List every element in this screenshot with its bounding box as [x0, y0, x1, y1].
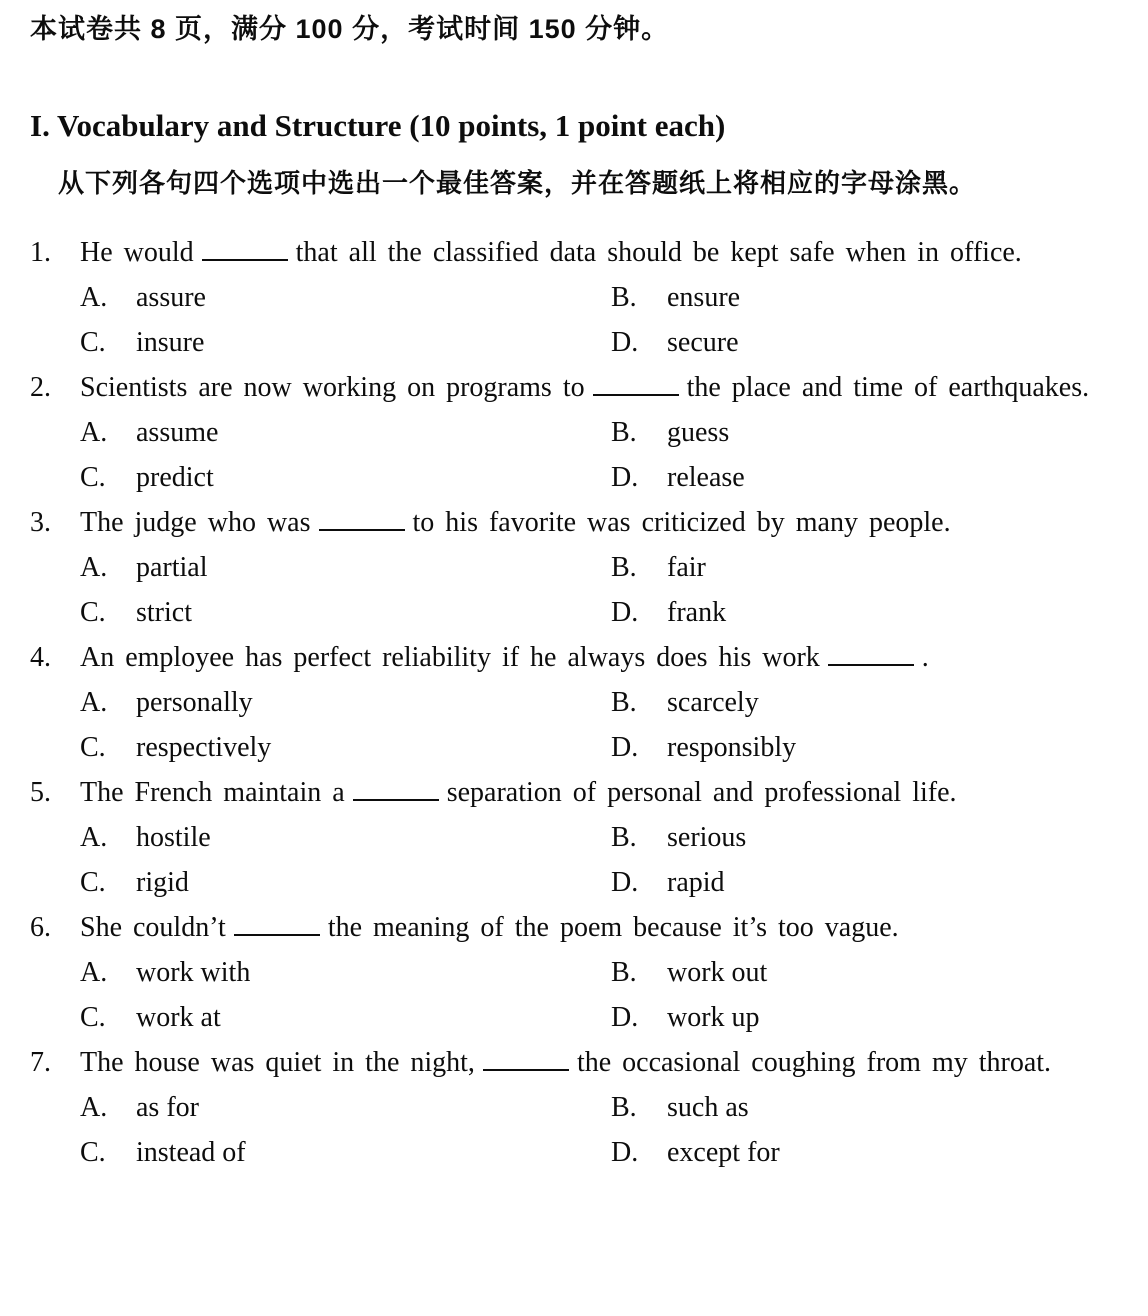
question-text-before: The judge who was — [80, 507, 311, 538]
option-d — [611, 320, 1130, 365]
answer-blank — [828, 660, 914, 666]
question-number: 2. — [30, 372, 51, 403]
question-number: 7. — [30, 1047, 51, 1078]
option-c — [80, 320, 611, 365]
question-2 — [30, 365, 1130, 500]
question-text — [80, 365, 1130, 410]
question-number: 6. — [30, 912, 51, 943]
option-label: C. — [80, 867, 106, 898]
option-a — [80, 545, 611, 590]
option-label: D. — [611, 327, 639, 358]
question-text-before: Scientists are now working on programs to — [80, 372, 585, 403]
option-text: insure — [136, 327, 205, 358]
answer-blank — [353, 795, 439, 801]
options-grid — [80, 410, 1130, 500]
option-label: B. — [611, 957, 637, 988]
options-grid — [80, 815, 1130, 905]
option-b — [611, 410, 1130, 455]
option-text: work with — [136, 957, 251, 988]
option-c — [80, 995, 611, 1040]
question-text-after: the meaning of the poem because it’s too vague. — [327, 912, 899, 943]
option-label: B. — [611, 1092, 637, 1123]
question-number: 4. — [30, 642, 51, 673]
option-label: A. — [80, 417, 108, 448]
option-label: C. — [80, 327, 106, 358]
option-c — [80, 1130, 611, 1175]
question-text — [80, 905, 1130, 950]
option-label: C. — [80, 1137, 106, 1168]
question-6 — [30, 905, 1130, 1040]
option-text: as for — [136, 1092, 199, 1123]
option-c — [80, 455, 611, 500]
question-text-after: the place and time of earthquakes. — [686, 372, 1090, 403]
option-text: secure — [667, 327, 739, 358]
option-text: assume — [136, 417, 219, 448]
question-text-before: He would — [80, 237, 194, 268]
question-text-after: separation of personal and professional life. — [446, 777, 957, 808]
option-text: predict — [136, 462, 214, 493]
question-text-before: The French maintain a — [80, 777, 345, 808]
option-text: partial — [136, 552, 208, 583]
option-c — [80, 860, 611, 905]
option-text: work at — [136, 1002, 221, 1033]
option-label: A. — [80, 1092, 108, 1123]
option-c — [80, 590, 611, 635]
option-label: C. — [80, 732, 106, 763]
option-d — [611, 455, 1130, 500]
question-text — [80, 230, 1130, 275]
option-label: A. — [80, 822, 108, 853]
option-text: instead of — [136, 1137, 246, 1168]
question-text — [80, 500, 1130, 545]
exam-header-note: 本试卷共 8 页，满分 100 分，考试时间 150 分钟。 — [30, 14, 670, 44]
question-7 — [30, 1040, 1130, 1175]
question-text-before: She couldn’t — [80, 912, 226, 943]
option-b — [611, 275, 1130, 320]
option-text: assure — [136, 282, 206, 313]
option-label: B. — [611, 417, 637, 448]
option-label: C. — [80, 462, 106, 493]
option-a — [80, 950, 611, 995]
option-b — [611, 545, 1130, 590]
option-text: guess — [667, 417, 730, 448]
option-text: frank — [667, 597, 727, 628]
option-text: strict — [136, 597, 192, 628]
option-label: D. — [611, 867, 639, 898]
question-text — [80, 635, 1130, 680]
option-a — [80, 815, 611, 860]
question-1 — [30, 230, 1130, 365]
option-label: A. — [80, 687, 108, 718]
option-label: C. — [80, 597, 106, 628]
option-d — [611, 860, 1130, 905]
question-text-before: The house was quiet in the night, — [80, 1047, 475, 1078]
section-title: I. Vocabulary and Structure (10 points, 1 point each) — [30, 108, 726, 143]
question-text-after: that all the classified data should be kept safe when in office. — [295, 237, 1022, 268]
answer-blank — [202, 255, 288, 261]
option-b — [611, 950, 1130, 995]
option-b — [611, 680, 1130, 725]
question-text-before: An employee has perfect reliability if he always does his work — [80, 642, 820, 673]
question-5 — [30, 770, 1130, 905]
option-text: fair — [667, 552, 706, 583]
answer-blank — [483, 1065, 569, 1071]
options-grid — [80, 950, 1130, 1040]
option-text: release — [667, 462, 745, 493]
question-text — [80, 1040, 1130, 1085]
option-text: serious — [667, 822, 747, 853]
option-text: scarcely — [667, 687, 759, 718]
option-d — [611, 725, 1130, 770]
option-label: D. — [611, 732, 639, 763]
question-number: 1. — [30, 237, 51, 268]
options-grid — [80, 1085, 1130, 1175]
option-label: D. — [611, 597, 639, 628]
question-text — [80, 770, 1130, 815]
option-label: B. — [611, 822, 637, 853]
option-a — [80, 410, 611, 455]
option-a — [80, 680, 611, 725]
answer-blank — [593, 390, 679, 396]
option-text: respectively — [136, 732, 272, 763]
option-label: D. — [611, 462, 639, 493]
option-d — [611, 590, 1130, 635]
option-text: responsibly — [667, 732, 797, 763]
options-grid — [80, 275, 1130, 365]
option-label: D. — [611, 1002, 639, 1033]
question-number: 3. — [30, 507, 51, 538]
option-label: B. — [611, 552, 637, 583]
option-b — [611, 815, 1130, 860]
option-text: work up — [667, 1002, 760, 1033]
option-text: rigid — [136, 867, 189, 898]
option-text: ensure — [667, 282, 741, 313]
option-label: B. — [611, 687, 637, 718]
option-label: C. — [80, 1002, 106, 1033]
option-label: A. — [80, 552, 108, 583]
option-label: B. — [611, 282, 637, 313]
option-text: personally — [136, 687, 253, 718]
option-text: such as — [667, 1092, 749, 1123]
question-3 — [30, 500, 1130, 635]
option-c — [80, 725, 611, 770]
section-instruction: 从下列各句四个选项中选出一个最佳答案，并在答题纸上将相应的字母涂黑。 — [58, 168, 977, 198]
option-a — [80, 1085, 611, 1130]
question-text-after: . — [921, 642, 929, 673]
option-text: rapid — [667, 867, 725, 898]
options-grid — [80, 680, 1130, 770]
answer-blank — [319, 525, 405, 531]
option-text: hostile — [136, 822, 211, 853]
option-text: work out — [667, 957, 768, 988]
answer-blank — [234, 930, 320, 936]
question-number: 5. — [30, 777, 51, 808]
options-grid — [80, 545, 1130, 635]
option-label: D. — [611, 1137, 639, 1168]
option-d — [611, 995, 1130, 1040]
question-text-after: to his favorite was criticized by many people. — [412, 507, 951, 538]
option-label: A. — [80, 957, 108, 988]
option-d — [611, 1130, 1130, 1175]
question-4 — [30, 635, 1130, 770]
option-text: except for — [667, 1137, 780, 1168]
question-text-after: the occasional coughing from my throat. — [576, 1047, 1052, 1078]
option-label: A. — [80, 282, 108, 313]
option-b — [611, 1085, 1130, 1130]
option-a — [80, 275, 611, 320]
